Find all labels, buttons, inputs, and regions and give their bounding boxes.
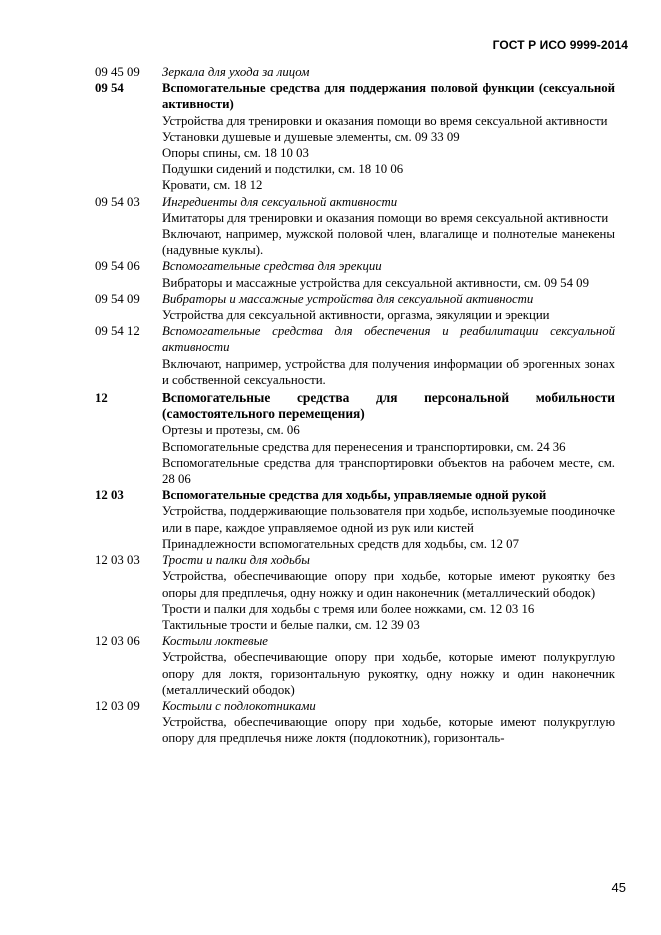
entry-text: Устройства, обеспечивающие опору при ходьбе, которые имеют полукруглую опору для локтя, горизонтальную рукоятку, одну ножку и один наконечник (металлический ободок) [162, 650, 615, 697]
entry-text: Принадлежности вспомогательных средств для ходьбы, см. 12 07 [162, 536, 519, 551]
entry-text: Включают, например, мужской половой член, влагалище и полнотелые манекены (надувные куклы). [162, 227, 615, 258]
entry-title: Ингредиенты для сексуальной активности [162, 194, 398, 209]
entry-12-03-06 [95, 633, 615, 698]
entry-text: Имитаторы для тренировки и оказания помощи во время сексуальной активности [162, 210, 609, 225]
entry-text: Устройства, обеспечивающие опору при ходьбе, которые имеют полукруглую опору для предплечья ниже локтя (подлокотник), горизонталь- [162, 715, 615, 746]
entry-text: Кровати, см. 18 12 [162, 178, 263, 193]
entry-code: 12 03 [95, 488, 124, 503]
entry-text: Установки душевые и душевые элементы, см. 09 33 09 [162, 129, 460, 144]
entry-code: 09 54 12 [95, 324, 140, 339]
entry-title: Зеркала для ухода за лицом [162, 65, 310, 79]
entry-09-54-12 [95, 323, 615, 388]
entry-title: Вспомогательные средства для персональной мобильности (самостоятельного перемещения) [162, 390, 615, 422]
entry-text: Тактильные трости и белые палки, см. 12 39 03 [162, 617, 420, 632]
page-number: 45 [611, 880, 626, 895]
entry-12-03-09 [95, 698, 615, 747]
entry-title: Вспомогательные средства для эрекции [162, 259, 382, 274]
entry-text: Вспомогательные средства для перенесения и транспортировки, см. 24 36 [162, 439, 566, 454]
document-header: ГОСТ Р ИСО 9999-2014 [492, 38, 628, 52]
entry-09-54-09 [95, 291, 615, 323]
entry-text: Устройства для сексуальной активности, оргазма, эякуляции и эрекции [162, 308, 550, 323]
entry-title: Вибраторы и массажные устройства для сексуальной активности [162, 291, 534, 306]
entry-title: Вспомогательные средства для ходьбы, управляемые одной рукой [162, 488, 547, 503]
entry-text: Трости и палки для ходьбы с тремя или более ножками, см. 12 03 16 [162, 601, 535, 616]
entry-code: 12 03 03 [95, 553, 140, 568]
entry-code: 12 03 09 [95, 698, 140, 713]
entry-code: 09 54 03 [95, 194, 140, 209]
entry-code: 09 54 09 [95, 291, 140, 306]
entry-text: Устройства для тренировки и оказания помощи во время сексуальной активности [162, 113, 608, 128]
entry-title: Вспомогательные средства для обеспечения и реабилитации сексуальной активности [162, 324, 615, 355]
entry-text: Устройства, обеспечивающие опору при ходьбе, которые имеют рукоятку без опоры для предплечья, одну ножку и один наконечник (металлический ободок) [162, 569, 615, 600]
entry-text: Подушки сидений и подстилки, см. 18 10 06 [162, 162, 404, 177]
entry-title: Вспомогательные средства для поддержания половой функции (сексуальной активности) [162, 81, 615, 112]
classification-list [95, 64, 615, 747]
entry-text: Опоры спины, см. 18 10 03 [162, 146, 309, 161]
entry-code: 09 54 [95, 81, 124, 96]
entry-text: Вибраторы и массажные устройства для сексуальной активности, см. 09 54 09 [162, 275, 589, 290]
entry-title: Костыли с подлокотниками [162, 698, 316, 713]
entry-text: Вспомогательные средства для транспортировки объектов на рабочем месте, см. 28 06 [162, 455, 615, 487]
entry-09-45-09 [95, 64, 615, 80]
entry-09-54-03 [95, 194, 615, 259]
entry-12-03-03 [95, 552, 615, 633]
entry-12 [95, 390, 615, 487]
entry-title: Костыли локтевые [162, 634, 268, 649]
entry-text: Ортезы и протезы, см. 06 [162, 423, 300, 438]
entry-code: 09 54 06 [95, 259, 140, 274]
entry-text: Устройства, поддерживающие пользователя при ходьбе, используемые поодиночке или в паре, каждое управляемое одной из рук или кистей [162, 504, 615, 535]
entry-09-54 [95, 80, 615, 193]
entry-09-54-06 [95, 258, 615, 290]
entry-text: Включают, например, устройства для получения информации об эрогенных зонах и собственной сексуальности. [162, 356, 615, 387]
entry-title: Трости и палки для ходьбы [162, 553, 310, 568]
entry-code: 12 [95, 391, 108, 406]
entry-code: 09 45 09 [95, 65, 140, 79]
entry-code: 12 03 06 [95, 634, 140, 649]
entry-12-03 [95, 487, 615, 552]
